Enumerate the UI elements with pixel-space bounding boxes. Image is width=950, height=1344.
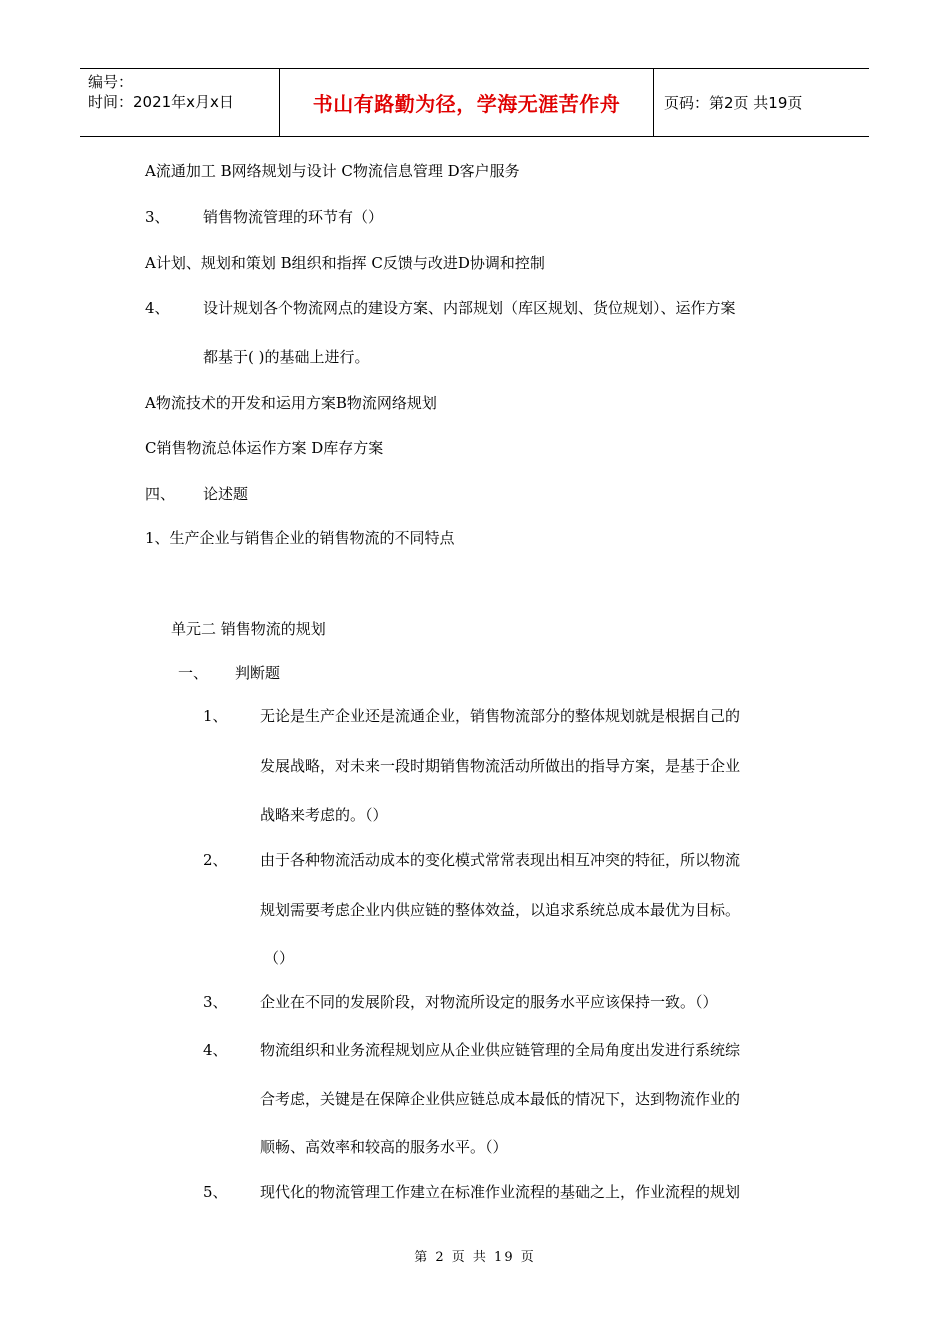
judge-2-line-2: 规划需要考虑企业内供应链的整体效益，以追求系统总成本最优为目标。	[260, 901, 741, 919]
judge-1-number: 1、	[203, 707, 228, 725]
header-motto: 书山有路勤为径，学海无涯苦作舟	[280, 69, 654, 136]
q3-options: A计划、规划和策划 B组织和指挥 C反馈与改进D协调和控制	[145, 254, 545, 272]
judge-3-line-1: 企业在不同的发展阶段，对物流所设定的服务水平应该保持一致。（）	[260, 993, 718, 1011]
section-1-title: 判断题	[235, 664, 281, 682]
q4-line-1: 设计规划各个物流网点的建设方案、内部规划（库区规划、货位规划）、运作方案	[203, 299, 736, 317]
judge-5-line-1: 现代化的物流管理工作建立在标准作业流程的基础之上，作业流程的规划	[260, 1183, 741, 1201]
judge-2-line-3: （）	[264, 949, 295, 967]
q3-number: 3、	[145, 208, 170, 226]
q2-options: A流通加工 B网络规划与设计 C物流信息管理 D客户服务	[145, 162, 520, 180]
judge-2-line-1: 由于各种物流活动成本的变化模式常常表现出相互冲突的特征，所以物流	[260, 851, 741, 869]
date-label: 时间：2021年x月x日	[88, 93, 234, 111]
q4-number: 4、	[145, 299, 170, 317]
page-footer: 第 2 页 共 19 页	[414, 1250, 536, 1265]
unit-title: 单元二 销售物流的规划	[171, 620, 326, 638]
page-header	[80, 68, 869, 137]
judge-5-number: 5、	[203, 1183, 228, 1201]
judge-3-number: 3、	[203, 993, 228, 1011]
number-label: 编号：	[88, 73, 134, 91]
judge-1-line-3: 战略来考虑的。（）	[260, 806, 388, 824]
essay-question-1: 1、生产企业与销售企业的销售物流的不同特点	[145, 529, 455, 547]
judge-1-line-2: 发展战略，对未来一段时期销售物流活动所做出的指导方案，是基于企业	[260, 757, 741, 775]
judge-4-line-3: 顺畅、高效率和较高的服务水平。（）	[260, 1138, 508, 1156]
judge-2-number: 2、	[203, 851, 228, 869]
q3-text: 销售物流管理的环节有（）	[203, 208, 384, 226]
judge-1-line-1: 无论是生产企业还是流通企业，销售物流部分的整体规划就是根据自己的	[260, 707, 741, 725]
header-page-label: 页码：第2页 共19页	[664, 94, 803, 112]
q4-line-2: 都基于( )的基础上进行。	[203, 348, 370, 366]
section-4-number: 四、	[145, 485, 176, 503]
section-4-title: 论述题	[203, 485, 249, 503]
q4-options-ab: A物流技术的开发和运用方案B物流网络规划	[145, 394, 437, 412]
header-info-cell	[80, 69, 280, 136]
judge-4-line-1: 物流组织和业务流程规划应从企业供应链管理的全局角度出发进行系统综	[260, 1041, 741, 1059]
q4-options-cd: C销售物流总体运作方案 D库存方案	[145, 439, 384, 457]
section-1-number: 一、	[178, 664, 209, 682]
judge-4-number: 4、	[203, 1041, 228, 1059]
judge-4-line-2: 合考虑，关键是在保障企业供应链总成本最低的情况下，达到物流作业的	[260, 1090, 741, 1108]
